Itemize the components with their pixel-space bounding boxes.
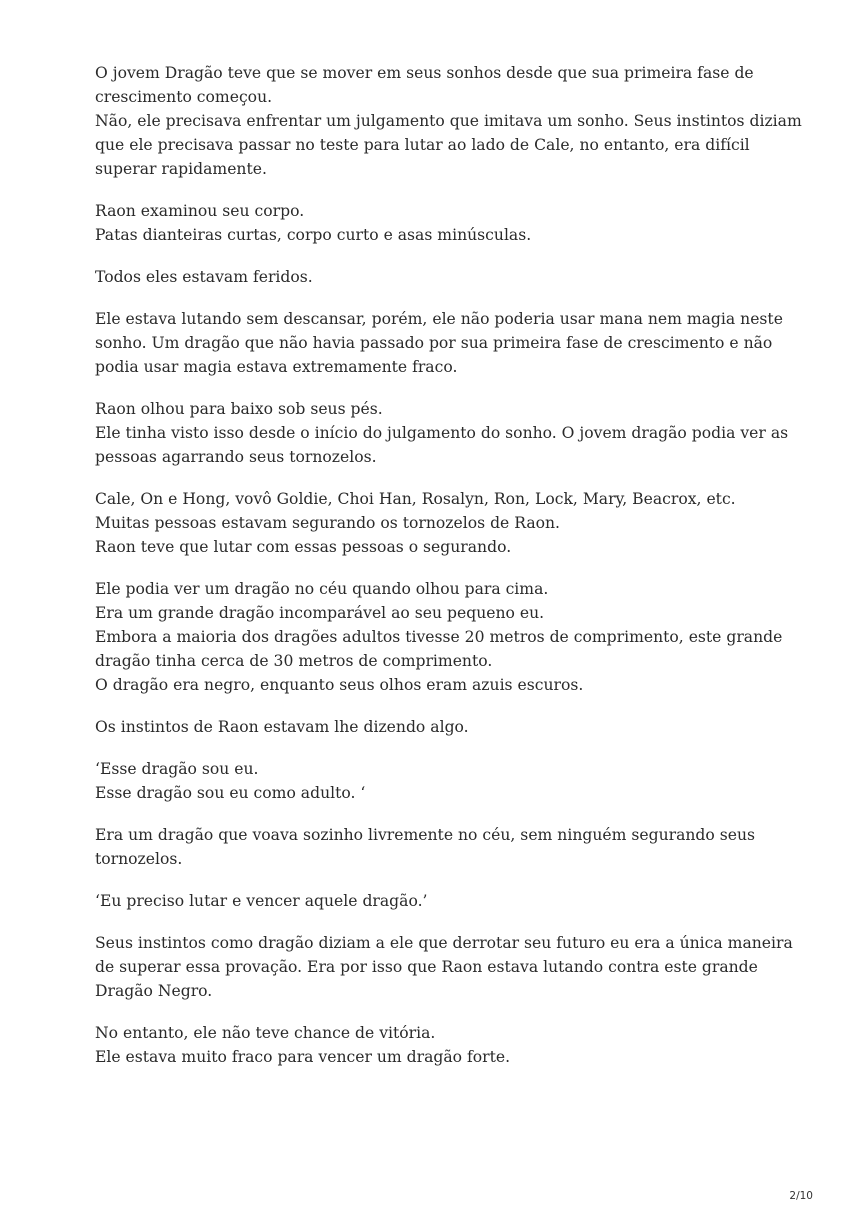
paragraph: [95, 757, 795, 805]
paragraph: [95, 265, 795, 289]
paragraph: [95, 1021, 795, 1069]
text-line: ‘Eu preciso lutar e vencer aquele dragão.’: [95, 892, 428, 910]
text-line: Todos eles estavam feridos.: [95, 268, 313, 286]
paragraph: [95, 199, 795, 247]
text-line: O jovem Dragão teve que se mover em seus sonhos desde que sua primeira fase de: [95, 64, 754, 82]
text-line: Não, ele precisava enfrentar um julgamento que imitava um sonho. Seus instintos diziam: [95, 112, 802, 130]
text-line: Ele estava muito fraco para vencer um dragão forte.: [95, 1048, 511, 1066]
text-line: Raon examinou seu corpo.: [95, 202, 305, 220]
text-line: Dragão Negro.: [95, 982, 213, 1000]
text-line: Era um dragão que voava sozinho livremente no céu, sem ninguém segurando seus: [95, 826, 756, 844]
text-line: O dragão era negro, enquanto seus olhos eram azuis escuros.: [95, 676, 584, 694]
text-line: dragão tinha cerca de 30 metros de comprimento.: [95, 652, 493, 670]
text-line: pessoas agarrando seus tornozelos.: [95, 448, 377, 466]
paragraph: [95, 715, 795, 739]
text-line: Embora a maioria dos dragões adultos tivesse 20 metros de comprimento, este grande: [95, 628, 783, 646]
text-line: Ele podia ver um dragão no céu quando olhou para cima.: [95, 580, 549, 598]
text-line: Raon teve que lutar com essas pessoas o segurando.: [95, 538, 512, 556]
text-line: ‘Esse dragão sou eu.: [95, 760, 259, 778]
text-line: sonho. Um dragão que não havia passado por sua primeira fase de crescimento e não: [95, 334, 773, 352]
paragraph: [95, 931, 795, 1003]
text-line: podia usar magia estava extremamente fraco.: [95, 358, 458, 376]
text-line: No entanto, ele não teve chance de vitória.: [95, 1024, 436, 1042]
paragraph: [95, 61, 802, 181]
paragraph: [95, 577, 795, 697]
text-line: Raon olhou para baixo sob seus pés.: [95, 400, 383, 418]
text-line: que ele precisava passar no teste para lutar ao lado de Cale, no entanto, era difícil: [95, 136, 750, 154]
text-line: crescimento começou.: [95, 88, 273, 106]
paragraph: [95, 487, 795, 559]
text-line: Ele tinha visto isso desde o início do julgamento do sonho. O jovem dragão podia ver as: [95, 424, 789, 442]
paragraph: [95, 823, 795, 871]
document-body: [95, 61, 802, 1087]
text-line: Seus instintos como dragão diziam a ele que derrotar seu futuro eu era a única maneira: [95, 934, 793, 952]
paragraph: [95, 889, 795, 913]
text-line: Ele estava lutando sem descansar, porém, ele não poderia usar mana nem magia neste: [95, 310, 783, 328]
text-line: Esse dragão sou eu como adulto. ‘: [95, 784, 366, 802]
page-number: 2/10: [789, 1190, 813, 1202]
text-line: tornozelos.: [95, 850, 183, 868]
paragraph: [95, 397, 795, 469]
text-line: Os instintos de Raon estavam lhe dizendo algo.: [95, 718, 469, 736]
text-line: de superar essa provação. Era por isso que Raon estava lutando contra este grande: [95, 958, 758, 976]
text-line: Cale, On e Hong, vovô Goldie, Choi Han, Rosalyn, Ron, Lock, Mary, Beacrox, etc.: [95, 490, 736, 508]
text-line: Patas dianteiras curtas, corpo curto e asas minúsculas.: [95, 226, 532, 244]
text-line: Muitas pessoas estavam segurando os tornozelos de Raon.: [95, 514, 561, 532]
text-line: superar rapidamente.: [95, 160, 267, 178]
text-line: Era um grande dragão incomparável ao seu pequeno eu.: [95, 604, 545, 622]
paragraph: [95, 307, 795, 379]
